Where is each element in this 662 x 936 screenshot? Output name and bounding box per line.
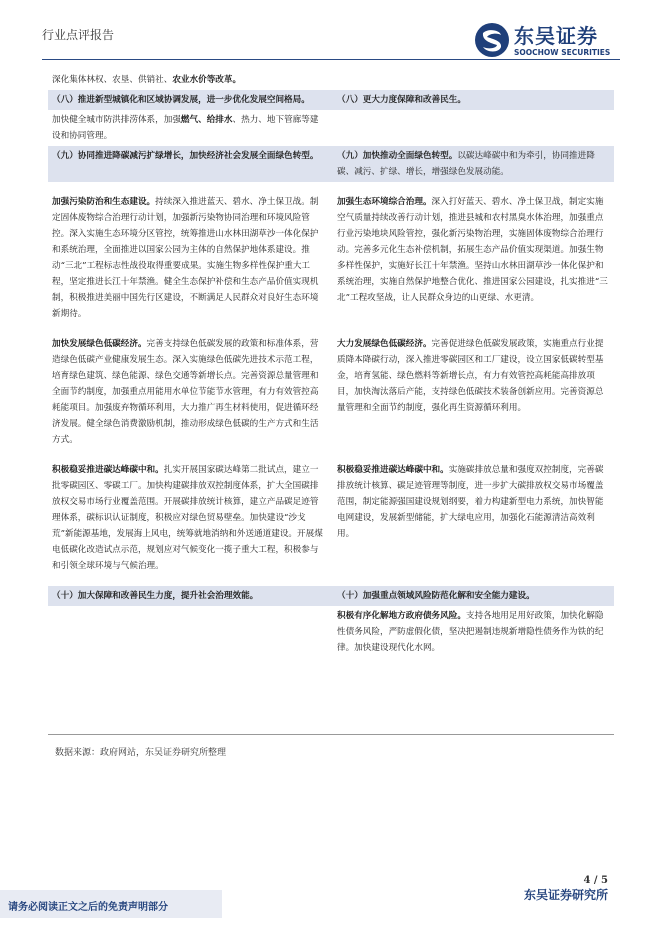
bold-text: （九）协同推进降碳减污扩绿增长，加快经济社会发展全面绿色转型。: [52, 151, 319, 161]
bold-text: 积极有序化解地方政府债务风险。: [337, 611, 466, 621]
brand-logo: [474, 20, 624, 62]
left-column-cell: [48, 70, 331, 90]
body-text: 深化集体林权、农垦、供销社、: [52, 75, 173, 85]
bold-text: 燃气、给排水: [180, 115, 233, 125]
right-column-cell: [331, 192, 614, 324]
table-row: [48, 192, 614, 324]
body-text: 完善促进绿色低碳发展政策，实施重点行业提质降本降碳行动，深入推进零碳园区和工厂建设，设立国家低碳转型基金，培育氢能、绿色燃料等新增长点，有力有效管控高耗能高排放项目，加快淘汰落后产能，支持绿色低碳技术装备创新应用。完善资源总量管理和全面节约制度，强化再生资源循环利用。: [337, 339, 604, 413]
right-column-cell: [331, 70, 614, 90]
institute-name: 东吴证券研究所: [523, 888, 608, 902]
body-text: 扎实开展国家碳达峰第二批试点，建立一批零碳园区、零碳工厂。加快构建碳排放双控制度体系，扩大全国碳排放权交易市场行业覆盖范围。开展碳排放统计核算，建立产品碳足迹管理体系，碳标识认证制度，积极应对绿色贸易壁垒。加快建设“沙戈荒”新能源基地，发展海上风电，统筹就地消纳和外送通道建设。开展煤电低碳化改造试点示范，规划应对气候变化一揽子重大工程，积极参与和引领全球环境与气候治理。: [52, 465, 323, 571]
disclaimer-box: [0, 890, 222, 918]
logo-mark-icon: [474, 22, 510, 58]
left-column-cell: [48, 110, 331, 146]
section-heading-row: [48, 146, 614, 182]
bold-text: 积极稳妥推进碳达峰碳中和。: [52, 465, 164, 475]
table-row: [48, 334, 614, 450]
bold-text: 积极稳妥推进碳达峰碳中和。: [337, 465, 449, 475]
right-column-cell: [331, 146, 614, 182]
body-text: 、热力、地下管廊等建设和协同管理。: [52, 115, 319, 141]
table-row: [48, 70, 614, 90]
left-column-cell: [48, 146, 331, 182]
section-heading-row: [48, 586, 614, 606]
body-text: 加快健全城市防洪排涝体系，加强: [52, 115, 181, 125]
body-text: 持续深入推进蓝天、碧水、净土保卫战。制定固体废物综合治理行动计划，加强新污染物协同治理和环境风险管控。深入实施生态环境分区管控，统筹推进山水林田湖草沙一体化保护和系统治理，全面推进以国家公园为主体的自然保护地体系建设。推动“三北”工程标志性战役取得重要成果。实施生物多样性保护重大工程，坚定推进长江十年禁渔。健全生态保护补偿和生态产品价值实现机制，积极推进美丽中国先行区建设，不断满足人民群众对良好生态环境新期待。: [52, 197, 319, 319]
report-type: 行业点评报告: [42, 28, 115, 42]
bold-text: （十）加强重点领域风险防范化解和安全能力建设。: [337, 591, 535, 601]
data-source-note: 数据来源：政府网站，东吴证券研究所整理: [55, 748, 227, 758]
body-text: 深入打好蓝天、碧水、净土保卫战，制定实施空气质量持续改善行动计划，推进县城和农村黑臭水体治理，加强重点行业污染地块风险管控，强化新污染物治理，实施固体废物综合治理行动。完善多元化生态补偿机制，拓展生态产品价值实现渠道。加强生物多样性保护，实施好长江十年禁渔。坚持山水林田湖草沙一体化保护和系统治理，实施自然保护地整合优化、推进国家公园建设，扎实推进“三北”工程攻坚战，让人民群众身边的山更绿、水更清。: [337, 197, 608, 303]
left-column-cell: [48, 90, 331, 110]
section-heading-row: [48, 90, 614, 110]
right-column-cell: [331, 586, 614, 606]
table-row: [48, 110, 614, 146]
bold-text: （八）推进新型城镇化和区域协调发展，进一步优化发展空间格局。: [52, 95, 310, 105]
right-column-cell: [331, 334, 614, 450]
bold-text: （八）更大力度保障和改善民生。: [337, 95, 466, 105]
row-spacer: [48, 182, 614, 192]
left-column-cell: [48, 586, 331, 606]
disclaimer-text: 请务必阅读正文之后的免责声明部分: [8, 902, 168, 913]
body-text: 以碳达峰碳中和为牵引，协同推进降碳、减污、扩绿、增长，增强绿色发展动能。: [337, 151, 595, 177]
bold-text: 农业水价等改革。: [172, 75, 242, 85]
comparison-table: [48, 70, 614, 658]
right-column-cell: [331, 606, 614, 658]
left-column-cell: [48, 192, 331, 324]
bold-text: （九）加快推动全面绿色转型。: [337, 151, 458, 161]
bold-text: 加强污染防治和生态建设。: [52, 197, 156, 207]
source-divider: [48, 734, 614, 735]
right-column-cell: [331, 110, 614, 146]
left-column-cell: [48, 460, 331, 576]
header-divider: [42, 59, 620, 60]
body-text: 完善支持绿色低碳发展的政策和标准体系，营造绿色低碳产业健康发展生态。深入实施绿色低碳先进技术示范工程，培育绿色建筑、绿色能源、绿色交通等新增长点。完善资源总量管理和全面节约制度，加强重点用能用水单位节能节水管理，有力有效管控高耗能项目。加强废弃物循环利用，大力推广再生材料使用，促进循环经济发展。健全绿色消费激励机制，推动形成绿色低碳的生产方式和生活方式。: [52, 339, 319, 445]
row-spacer: [48, 450, 614, 460]
logo-english-name: SOOCHOW SECURITIES: [514, 48, 611, 57]
body-text: 支持各地用足用好政策，加快化解隐性债务风险，严防虚假化债，坚决把遏制违规新增隐性债务作为铁的纪律。加快建设现代化水网。: [337, 611, 604, 653]
table-row: [48, 460, 614, 576]
row-spacer: [48, 576, 614, 586]
right-column-cell: [331, 460, 614, 576]
bold-text: 大力发展绿色低碳经济。: [337, 339, 432, 349]
bold-text: 加快发展绿色低碳经济。: [52, 339, 147, 349]
row-spacer: [48, 324, 614, 334]
body-text: 实施碳排放总量和强度双控制度，完善碳排放统计核算、碳足迹管理等制度，进一步扩大碳排放权交易市场覆盖范围，制定能源强国建设规划纲要，着力构建新型电力系统，加快智能电网建设，发展新型储能，扩大绿电应用，加强化石能源清洁高效利用。: [337, 465, 604, 539]
left-column-cell: [48, 606, 331, 658]
bold-text: 加强生态环境综合治理。: [337, 197, 432, 207]
bold-text: （十）加大保障和改善民生力度，提升社会治理效能。: [52, 591, 259, 601]
right-column-cell: [331, 90, 614, 110]
logo-chinese-name: 东吴证券: [514, 24, 598, 48]
page-number: 4 / 5: [583, 875, 608, 886]
left-column-cell: [48, 334, 331, 450]
table-row: [48, 606, 614, 658]
